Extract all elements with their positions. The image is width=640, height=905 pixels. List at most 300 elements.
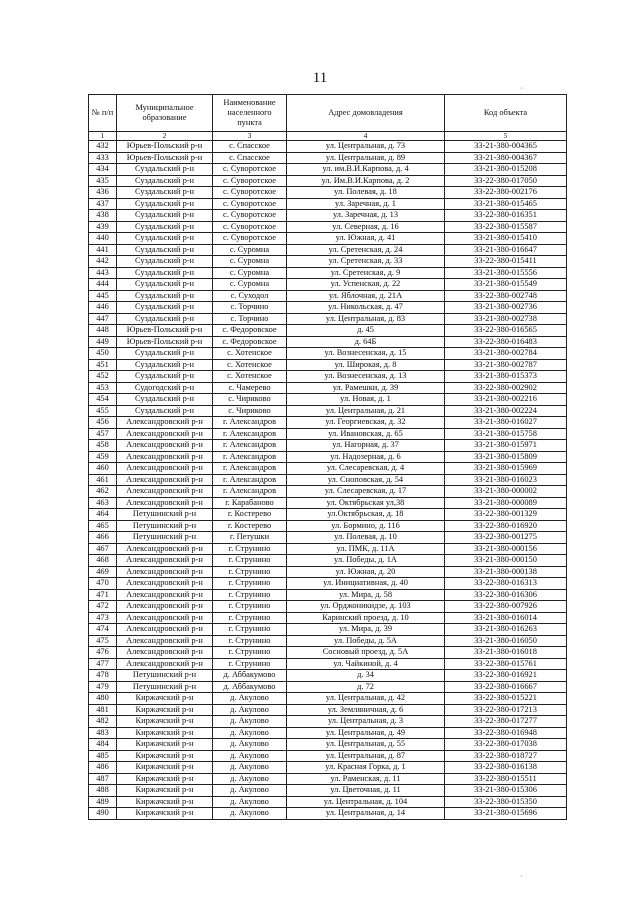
object-code-cell: 33-22-380-015761 <box>445 658 567 670</box>
address-cell: ул.Октябрьская, д. 18 <box>287 509 445 521</box>
table-row <box>89 658 567 670</box>
settlement-cell: д. Акулово <box>213 727 287 739</box>
table-row <box>89 497 567 509</box>
object-code-cell: 33-21-380-016018 <box>445 647 567 659</box>
scan-speck: · <box>520 872 523 881</box>
object-code-cell: 33-21-380-016023 <box>445 474 567 486</box>
municipality-cell: Александровский р-н <box>117 417 213 429</box>
municipality-cell: Суздальский р-н <box>117 359 213 371</box>
table-row <box>89 405 567 417</box>
address-cell: ул. Ивановская, д. 65 <box>287 428 445 440</box>
settlement-cell: г. Струнино <box>213 635 287 647</box>
address-cell: ул. Вознесенская, д. 15 <box>287 348 445 360</box>
settlement-cell: г. Струнино <box>213 555 287 567</box>
municipality-cell: Александровский р-н <box>117 612 213 624</box>
municipality-cell: Александровский р-н <box>117 624 213 636</box>
object-code-cell: 33-21-380-000002 <box>445 486 567 498</box>
municipality-cell: Суздальский р-н <box>117 256 213 268</box>
address-cell: Каринский проезд, д. 10 <box>287 612 445 624</box>
row-number-cell: 440 <box>89 233 117 245</box>
settlement-cell: с. Торчино <box>213 302 287 314</box>
municipality-cell: Юрьев-Польский р-н <box>117 336 213 348</box>
municipality-cell: Александровский р-н <box>117 474 213 486</box>
table-row <box>89 336 567 348</box>
address-cell: ул. Центральная, д. 55 <box>287 739 445 751</box>
object-code-cell: 33-21-380-004367 <box>445 152 567 164</box>
municipality-cell: Судогодский р-н <box>117 382 213 394</box>
row-number-cell: 461 <box>89 474 117 486</box>
address-cell: ул. Широкая, д. 8 <box>287 359 445 371</box>
table-row <box>89 520 567 532</box>
object-code-cell: 33-21-380-002216 <box>445 394 567 406</box>
address-cell: д. 64Б <box>287 336 445 348</box>
row-number-cell: 462 <box>89 486 117 498</box>
table-row <box>89 474 567 486</box>
row-number-cell: 435 <box>89 175 117 187</box>
municipality-cell: Киржачский р-н <box>117 796 213 808</box>
address-cell: ул. Рамешки, д. 39 <box>287 382 445 394</box>
row-number-cell: 480 <box>89 693 117 705</box>
object-code-cell: 33-22-380-016313 <box>445 578 567 590</box>
row-number-cell: 445 <box>89 290 117 302</box>
settlement-cell: д. Акулово <box>213 773 287 785</box>
municipality-cell: Суздальский р-н <box>117 405 213 417</box>
settlement-cell: с. Чириково <box>213 394 287 406</box>
settlement-cell: г. Костерево <box>213 509 287 521</box>
address-cell: ул. им.В.И.Карпова, д. 4 <box>287 164 445 176</box>
municipality-cell: Александровский р-н <box>117 486 213 498</box>
settlement-cell: с. Чамерево <box>213 382 287 394</box>
header-address: Адрес домовладения <box>287 95 445 132</box>
row-number-cell: 452 <box>89 371 117 383</box>
object-code-cell: 33-21-380-002736 <box>445 302 567 314</box>
table-row <box>89 256 567 268</box>
municipality-cell: Александровский р-н <box>117 635 213 647</box>
settlement-cell: г. Струнино <box>213 624 287 636</box>
address-cell: ул. Им.В.И.Карпова, д. 2 <box>287 175 445 187</box>
object-code-cell: 33-22-380-015350 <box>445 796 567 808</box>
row-number-cell: 486 <box>89 762 117 774</box>
municipality-cell: Петушинский р-н <box>117 509 213 521</box>
address-cell: ул. Сретенская, д. 9 <box>287 267 445 279</box>
row-number-cell: 443 <box>89 267 117 279</box>
row-number-cell: 487 <box>89 773 117 785</box>
header-number: № п/п <box>89 95 117 132</box>
table-row <box>89 681 567 693</box>
address-cell: ул. Центральная, д. 21 <box>287 405 445 417</box>
object-code-cell: 33-22-380-016483 <box>445 336 567 348</box>
municipality-cell: Киржачский р-н <box>117 762 213 774</box>
row-number-cell: 439 <box>89 221 117 233</box>
settlement-cell: г. Струнино <box>213 601 287 613</box>
settlement-cell: г. Александров <box>213 451 287 463</box>
settlement-cell: г. Костерево <box>213 520 287 532</box>
table-row <box>89 221 567 233</box>
address-cell: ул. Центральная, д. 89 <box>287 152 445 164</box>
row-number-cell: 475 <box>89 635 117 647</box>
address-cell: ул. Слесаревская, д. 17 <box>287 486 445 498</box>
row-number-cell: 451 <box>89 359 117 371</box>
municipality-cell: Суздальский р-н <box>117 244 213 256</box>
object-code-cell: 33-22-380-016667 <box>445 681 567 693</box>
settlement-cell: г. Александров <box>213 463 287 475</box>
object-code-cell: 33-22-380-017277 <box>445 716 567 728</box>
row-number-cell: 454 <box>89 394 117 406</box>
settlement-cell: г. Александров <box>213 440 287 452</box>
table-body <box>89 132 567 820</box>
row-number-cell: 481 <box>89 704 117 716</box>
table-row <box>89 486 567 498</box>
row-number-cell: 464 <box>89 509 117 521</box>
row-number-cell: 444 <box>89 279 117 291</box>
address-cell: ул. Красная Горка, д. 1 <box>287 762 445 774</box>
address-cell: ул. Полевая, д. 10 <box>287 532 445 544</box>
row-number-cell: 460 <box>89 463 117 475</box>
municipality-cell: Киржачский р-н <box>117 785 213 797</box>
table-row <box>89 428 567 440</box>
table-row <box>89 693 567 705</box>
row-number-cell: 453 <box>89 382 117 394</box>
table-row <box>89 198 567 210</box>
table-row <box>89 578 567 590</box>
settlement-cell: г. Александров <box>213 486 287 498</box>
row-number-cell: 484 <box>89 739 117 751</box>
settlement-cell: с. Спасское <box>213 152 287 164</box>
municipality-cell: Александровский р-н <box>117 543 213 555</box>
table-row <box>89 233 567 245</box>
object-code-cell: 33-21-380-000150 <box>445 555 567 567</box>
object-code-cell: 33-21-380-015208 <box>445 164 567 176</box>
table-row <box>89 313 567 325</box>
object-code-cell: 33-21-380-000156 <box>445 543 567 555</box>
row-number-cell: 485 <box>89 750 117 762</box>
object-code-cell: 33-22-380-016921 <box>445 670 567 682</box>
municipality-cell: Суздальский р-н <box>117 371 213 383</box>
municipality-cell: Александровский р-н <box>117 451 213 463</box>
settlement-cell: с. Суворотское <box>213 233 287 245</box>
table-row <box>89 647 567 659</box>
municipality-cell: Петушинский р-н <box>117 681 213 693</box>
object-code-cell: 33-21-380-015373 <box>445 371 567 383</box>
table-row <box>89 808 567 820</box>
address-cell: ул. Нагорная, д. 37 <box>287 440 445 452</box>
municipality-cell: Петушинский р-н <box>117 520 213 532</box>
table-row <box>89 175 567 187</box>
address-cell: ул. Надозерная, д. 6 <box>287 451 445 463</box>
settlement-cell: г. Александров <box>213 417 287 429</box>
object-code-cell: 33-21-380-015696 <box>445 808 567 820</box>
settlement-cell: д. Акулово <box>213 716 287 728</box>
municipality-cell: Суздальский р-н <box>117 198 213 210</box>
object-code-cell: 33-22-380-016138 <box>445 762 567 774</box>
address-cell: ул. Слесаревская, д. 4 <box>287 463 445 475</box>
settlement-cell: д. Акулово <box>213 693 287 705</box>
settlement-cell: с. Чириково <box>213 405 287 417</box>
address-cell: д. 72 <box>287 681 445 693</box>
table-row <box>89 543 567 555</box>
table-row <box>89 796 567 808</box>
settlement-cell: г. Александров <box>213 474 287 486</box>
row-number-cell: 472 <box>89 601 117 613</box>
row-number-cell: 490 <box>89 808 117 820</box>
address-cell: ул. Победы, д. 1А <box>287 555 445 567</box>
object-code-cell: 33-22-380-017213 <box>445 704 567 716</box>
row-number-cell: 473 <box>89 612 117 624</box>
object-code-cell: 33-21-380-015969 <box>445 463 567 475</box>
settlement-cell: д. Аббакумово <box>213 670 287 682</box>
object-code-cell: 33-21-380-015465 <box>445 198 567 210</box>
object-code-cell: 33-21-380-002738 <box>445 313 567 325</box>
table-row <box>89 704 567 716</box>
row-number-cell: 489 <box>89 796 117 808</box>
object-code-cell: 33-21-380-015809 <box>445 451 567 463</box>
table-row <box>89 440 567 452</box>
settlement-cell: г. Струнино <box>213 658 287 670</box>
table-row <box>89 210 567 222</box>
table-row <box>89 394 567 406</box>
column-number: 2 <box>117 132 213 141</box>
address-cell: ул. Мира, д. 58 <box>287 589 445 601</box>
object-code-cell: 33-22-380-017050 <box>445 175 567 187</box>
object-code-cell: 33-21-380-015556 <box>445 267 567 279</box>
settlement-cell: с. Суромна <box>213 267 287 279</box>
settlement-cell: с. Суворотское <box>213 164 287 176</box>
address-cell: ул. Орджоникидзе, д. 103 <box>287 601 445 613</box>
address-cell: ул. Заречная, д. 13 <box>287 210 445 222</box>
row-number-cell: 488 <box>89 785 117 797</box>
municipality-cell: Суздальский р-н <box>117 175 213 187</box>
object-code-cell: 33-22-380-007926 <box>445 601 567 613</box>
object-code-cell: 33-21-380-016647 <box>445 244 567 256</box>
municipality-cell: Петушинский р-н <box>117 670 213 682</box>
address-cell: ул. Бормино, д. 116 <box>287 520 445 532</box>
municipality-cell: Александровский р-н <box>117 658 213 670</box>
row-number-cell: 463 <box>89 497 117 509</box>
row-number-cell: 442 <box>89 256 117 268</box>
address-cell: ул. Октябрьская ул,38 <box>287 497 445 509</box>
row-number-cell: 433 <box>89 152 117 164</box>
address-cell: ул. Чайкиной, д. 4 <box>287 658 445 670</box>
table-row <box>89 382 567 394</box>
settlement-cell: д. Акулово <box>213 796 287 808</box>
object-code-cell: 33-22-380-001275 <box>445 532 567 544</box>
object-code-cell: 33-21-380-002787 <box>445 359 567 371</box>
table-row <box>89 187 567 199</box>
address-cell: ул. Яблочная, д. 21А <box>287 290 445 302</box>
settlement-cell: с. Спасское <box>213 141 287 153</box>
settlement-cell: г. Струнино <box>213 647 287 659</box>
table-row <box>89 566 567 578</box>
object-code-cell: 33-21-380-016263 <box>445 624 567 636</box>
row-number-cell: 477 <box>89 658 117 670</box>
address-cell: ул. Никольская, д. 47 <box>287 302 445 314</box>
address-cell: ул. Центральная, д. 104 <box>287 796 445 808</box>
settlement-cell: г. Струнино <box>213 612 287 624</box>
row-number-cell: 436 <box>89 187 117 199</box>
row-number-cell: 478 <box>89 670 117 682</box>
municipality-cell: Александровский р-н <box>117 555 213 567</box>
settlement-cell: с. Суромна <box>213 256 287 268</box>
object-code-cell: 33-21-380-000138 <box>445 566 567 578</box>
table-row <box>89 635 567 647</box>
table-row <box>89 164 567 176</box>
address-cell: ул. Новая, д. 1 <box>287 394 445 406</box>
object-code-cell: 33-21-380-015971 <box>445 440 567 452</box>
object-code-cell: 33-22-380-018727 <box>445 750 567 762</box>
municipality-cell: Александровский р-н <box>117 601 213 613</box>
table-row <box>89 727 567 739</box>
object-code-cell: 33-22-380-016306 <box>445 589 567 601</box>
settlement-cell: г. Струнино <box>213 578 287 590</box>
address-cell: ул. Заречная, д. 1 <box>287 198 445 210</box>
object-code-cell: 33-21-380-002784 <box>445 348 567 360</box>
row-number-cell: 468 <box>89 555 117 567</box>
row-number-cell: 474 <box>89 624 117 636</box>
header-settlement: Наименование населенного пункта <box>213 95 287 132</box>
object-code-cell: 33-21-380-016014 <box>445 612 567 624</box>
row-number-cell: 471 <box>89 589 117 601</box>
table-row <box>89 739 567 751</box>
row-number-cell: 459 <box>89 451 117 463</box>
municipality-cell: Суздальский р-н <box>117 302 213 314</box>
municipality-cell: Петушинский р-н <box>117 532 213 544</box>
table-row <box>89 624 567 636</box>
table-row <box>89 152 567 164</box>
table-row <box>89 141 567 153</box>
municipality-cell: Киржачский р-н <box>117 716 213 728</box>
municipality-cell: Суздальский р-н <box>117 210 213 222</box>
address-cell: ул. Сретенская, д. 33 <box>287 256 445 268</box>
column-number: 5 <box>445 132 567 141</box>
address-cell: ул. Мира, д. 39 <box>287 624 445 636</box>
address-cell: Сосновый проезд, д. 5А <box>287 647 445 659</box>
settlement-cell: с. Торчино <box>213 313 287 325</box>
settlement-cell: с. Суворотское <box>213 221 287 233</box>
table-row <box>89 750 567 762</box>
row-number-cell: 457 <box>89 428 117 440</box>
settlement-cell: д. Акулово <box>213 808 287 820</box>
object-code-cell: 33-22-380-017038 <box>445 739 567 751</box>
address-cell: ул. Южная, д. 20 <box>287 566 445 578</box>
municipality-cell: Киржачский р-н <box>117 693 213 705</box>
row-number-cell: 449 <box>89 336 117 348</box>
table-row <box>89 279 567 291</box>
row-number-cell: 456 <box>89 417 117 429</box>
address-cell: ул. Южная, д. 41 <box>287 233 445 245</box>
settlement-cell: д. Акулово <box>213 762 287 774</box>
address-cell: ул. Победы, д. 5А <box>287 635 445 647</box>
object-code-cell: 33-22-380-015511 <box>445 773 567 785</box>
table-row <box>89 267 567 279</box>
settlement-cell: д. Акулово <box>213 704 287 716</box>
address-cell: ул. Цветочная, д. 11 <box>287 785 445 797</box>
settlement-cell: г. Петушки <box>213 532 287 544</box>
address-cell: ул. Полевая, д. 18 <box>287 187 445 199</box>
municipality-cell: Суздальский р-н <box>117 164 213 176</box>
row-number-cell: 476 <box>89 647 117 659</box>
object-code-cell: 33-22-380-002902 <box>445 382 567 394</box>
address-cell: ул. Сретенская, д. 24 <box>287 244 445 256</box>
registry-table <box>88 94 567 820</box>
object-code-cell: 33-21-380-016050 <box>445 635 567 647</box>
municipality-cell: Александровский р-н <box>117 589 213 601</box>
municipality-cell: Суздальский р-н <box>117 313 213 325</box>
table-row <box>89 670 567 682</box>
object-code-cell: 33-22-380-016565 <box>445 325 567 337</box>
municipality-cell: Киржачский р-н <box>117 750 213 762</box>
row-number-cell: 432 <box>89 141 117 153</box>
object-code-cell: 33-22-380-015221 <box>445 693 567 705</box>
table-row <box>89 555 567 567</box>
table-row <box>89 785 567 797</box>
municipality-cell: Киржачский р-н <box>117 773 213 785</box>
table-row <box>89 244 567 256</box>
settlement-cell: с. Хотенское <box>213 371 287 383</box>
settlement-cell: с. Суворотское <box>213 210 287 222</box>
municipality-cell: Суздальский р-н <box>117 394 213 406</box>
object-code-cell: 33-22-380-002748 <box>445 290 567 302</box>
municipality-cell: Александровский р-н <box>117 463 213 475</box>
settlement-cell: д. Акулово <box>213 750 287 762</box>
table-row <box>89 612 567 624</box>
object-code-cell: 33-21-380-002224 <box>445 405 567 417</box>
address-cell: ул. Инициативная, д. 40 <box>287 578 445 590</box>
settlement-cell: г. Струнино <box>213 543 287 555</box>
settlement-cell: д. Аббакумово <box>213 681 287 693</box>
municipality-cell: Суздальский р-н <box>117 279 213 291</box>
table-row <box>89 325 567 337</box>
municipality-cell: Суздальский р-н <box>117 290 213 302</box>
settlement-cell: с. Суворотское <box>213 175 287 187</box>
address-cell: ул. Центральная, д. 87 <box>287 750 445 762</box>
table-row <box>89 762 567 774</box>
row-number-cell: 482 <box>89 716 117 728</box>
table-row <box>89 463 567 475</box>
municipality-cell: Юрьев-Польский р-н <box>117 325 213 337</box>
object-code-cell: 33-21-380-000089 <box>445 497 567 509</box>
municipality-cell: Киржачский р-н <box>117 704 213 716</box>
municipality-cell: Юрьев-Польский р-н <box>117 152 213 164</box>
row-number-cell: 470 <box>89 578 117 590</box>
table-row <box>89 509 567 521</box>
row-number-cell: 458 <box>89 440 117 452</box>
row-number-cell: 437 <box>89 198 117 210</box>
settlement-cell: г. Струнино <box>213 566 287 578</box>
table-header <box>89 95 567 132</box>
object-code-cell: 33-22-380-015587 <box>445 221 567 233</box>
row-number-cell: 448 <box>89 325 117 337</box>
object-code-cell: 33-21-380-015758 <box>445 428 567 440</box>
row-number-cell: 467 <box>89 543 117 555</box>
column-number: 3 <box>213 132 287 141</box>
municipality-cell: Юрьев-Польский р-н <box>117 141 213 153</box>
row-number-cell: 441 <box>89 244 117 256</box>
row-number-cell: 455 <box>89 405 117 417</box>
settlement-cell: д. Акулово <box>213 785 287 797</box>
address-cell: ул. Георгиевская, д. 32 <box>287 417 445 429</box>
row-number-cell: 434 <box>89 164 117 176</box>
address-cell: ул. Центральная, д. 14 <box>287 808 445 820</box>
object-code-cell: 33-22-380-001329 <box>445 509 567 521</box>
object-code-cell: 33-22-380-002176 <box>445 187 567 199</box>
settlement-cell: д. Акулово <box>213 739 287 751</box>
municipality-cell: Суздальский р-н <box>117 267 213 279</box>
object-code-cell: 33-21-380-004365 <box>445 141 567 153</box>
address-cell: ул. Центральная, д. 42 <box>287 693 445 705</box>
municipality-cell: Александровский р-н <box>117 440 213 452</box>
table-row <box>89 451 567 463</box>
municipality-cell: Киржачский р-н <box>117 727 213 739</box>
